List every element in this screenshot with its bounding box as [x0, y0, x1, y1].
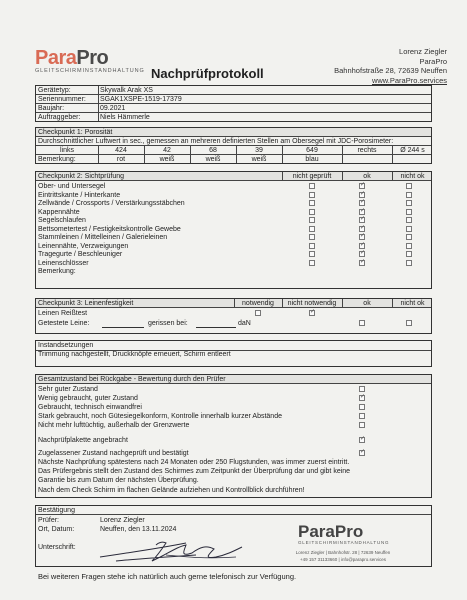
note-line: Nächste Nachprüfung spätestens nach 24 Monaten oder 250 Flugstunden, was immer zuerst eintritt.	[38, 459, 350, 466]
approved-label: Zugelassener Zustand nachgeprüft und bestätigt	[38, 450, 189, 457]
checkbox-not-checked[interactable]	[309, 183, 315, 189]
stamp-logo: ParaPro	[298, 522, 364, 541]
checkpoint1-box	[35, 127, 432, 164]
condition-checkbox[interactable]	[359, 395, 365, 401]
checkbox-not-checked[interactable]	[309, 260, 315, 266]
dan-unit: daN	[238, 320, 251, 327]
info-row: Gerätetyp: Skywalk Arak XS	[36, 86, 431, 95]
checkbox-ok[interactable]	[359, 200, 365, 206]
porosity-desc: Durchschnittlicher Luftwert in sec., gemessen an mehreren definierten Stellen am Obersegel mit JDC-Porosimeter:	[38, 138, 394, 145]
checkpoint3-box: Checkpunkt 3: Leinenfestigkeit notwendig nicht notwendig ok nicht ok Leinen Reißtest ✓ Getestete Leine: gerissen bei: daN	[35, 298, 432, 334]
list-item: Stammleinen / Mittelleinen / Galerieleinen	[38, 234, 168, 241]
condition-checkbox[interactable]	[359, 386, 365, 392]
checkbox-not-ok[interactable]	[406, 226, 412, 232]
info-row: Auftraggeber: Niels Hämmerle	[38, 114, 150, 121]
condition-checkbox[interactable]	[359, 413, 365, 419]
signature-label: Unterschrift:	[38, 544, 76, 551]
porosity-values-row: links 424 42 68 39 649 rechts Ø 244 s	[36, 146, 431, 155]
device-type: Skywalk Arak XS	[100, 87, 153, 94]
condition-item: Stark gebraucht, noch Gütesiegelkonform, Kontrolle innerhalb kurzer Abstände	[38, 413, 282, 420]
checkpoint1-title: Checkpunkt 1: Porosität	[38, 129, 113, 136]
plakette-label: Nachprüfplakette angebracht	[38, 437, 128, 444]
line-tear-test-label: Leinen Reißtest	[38, 310, 88, 317]
condition-item: Wenig gebraucht, guter Zustand	[38, 395, 138, 402]
porosity-colors-row: Bemerkung: rot weiß weiß weiß blau	[38, 156, 319, 163]
stamp-address: Lorenz Ziegler | Bahnhofstr. 28 | 72639 Neuffen +49 157 31133660 | info@parapro.services	[295, 550, 391, 562]
client-name: Niels Hämmerle	[100, 114, 150, 121]
checkbox-not-ok[interactable]	[406, 234, 412, 240]
checkpoint2-box: Checkpunkt 2: Sichtprüfung nicht geprüft ok nicht ok Ober- und Untersegel Eintrittskante / Hinterkante Zellwände / Crossports / Verstärkungsstäbchen Kappennähte Segelschlaufen Bettsometertest / Festigkeitskontrolle Gewebe Stammleinen / Mittelleinen / Galerieleinen Leinennähte, Verzweigungen Tragegurte / Beschleuniger Leinenschlösser Bemerkung: ✓ ✓ ✓ ✓ ✓ ✓ ✓ ✓ ✓ ✓	[35, 171, 432, 289]
condition-checkbox[interactable]	[359, 404, 365, 410]
confirmation-title: Bestätigung	[38, 507, 75, 514]
page-title: Nachprüfprotokoll	[151, 66, 264, 81]
checkbox-ok[interactable]	[359, 251, 365, 257]
list-item: Ober- und Untersegel	[38, 183, 106, 190]
list-item: Eintrittskante / Hinterkante	[38, 191, 121, 199]
place-date: Neuffen, den 13.11.2024	[100, 526, 177, 533]
list-item: Leinenschlösser	[38, 259, 89, 267]
checkbox-nicht-notwendig[interactable]	[309, 310, 315, 316]
return-condition-title: Gesamtzustand bei Rückgabe - Bewertung durch den Prüfer	[38, 376, 226, 383]
list-item: Kappennähte	[38, 208, 80, 216]
repairs-box	[35, 340, 432, 367]
list-item: Bettsometertest / Festigkeitskontrolle Gewebe	[38, 225, 181, 233]
checkbox-not-ok[interactable]	[406, 192, 412, 198]
device-info-box	[35, 85, 432, 122]
checkbox-not-checked[interactable]	[309, 200, 315, 206]
checkbox-not-checked[interactable]	[309, 234, 315, 240]
list-item: Leinennähte, Verzweigungen	[38, 242, 129, 250]
condition-item: Nicht mehr lufttüchtig, außerhalb der Grenzwerte	[38, 422, 190, 429]
remark-label: Bemerkung:	[38, 268, 76, 275]
logo-subtitle: GLEITSCHIRMINSTANDHALTUNG	[35, 68, 145, 74]
checkbox-ok[interactable]	[359, 320, 365, 326]
note-line: Garantie bis zum Datum der nächsten Überprüfung.	[38, 477, 199, 484]
checkbox-not-ok[interactable]	[406, 243, 412, 249]
signature	[96, 535, 246, 565]
stamp-subtitle: GLEITSCHIRMINSTANDHALTUNG	[298, 540, 390, 545]
checkbox-not-checked[interactable]	[309, 192, 315, 198]
addr-name: Lorenz Ziegler	[399, 47, 447, 56]
checkbox-not-ok[interactable]	[406, 209, 412, 215]
list-item: Zellwände / Crossports / Verstärkungsstäbchen	[38, 200, 185, 207]
list-item: Segelschlaufen	[38, 217, 86, 224]
condition-item: Sehr guter Zustand	[38, 386, 98, 393]
checkbox-not-checked[interactable]	[309, 243, 315, 249]
parapro-logo: ParaPro	[35, 47, 109, 69]
condition-checkbox[interactable]	[359, 422, 365, 428]
checkpoint3-title: Checkpunkt 3: Leinenfestigkeit	[38, 300, 134, 307]
checkbox-not-ok[interactable]	[406, 217, 412, 223]
tested-line-label: Getestete Leine:	[38, 320, 90, 327]
place-date-label: Ort, Datum:	[38, 526, 75, 533]
build-year: 09.2021	[100, 105, 126, 112]
addr-street: Bahnhofstraße 28, 72639 Neuffen	[334, 66, 447, 75]
checkbox-ok[interactable]	[359, 217, 365, 223]
checkbox-not-checked[interactable]	[309, 226, 315, 232]
checkbox-ok[interactable]	[359, 183, 365, 189]
info-row: Baujahr: 09.2021	[36, 104, 431, 113]
footer-note: Bei weiteren Fragen stehe ich natürlich auch gerne telefonisch zur Verfügung.	[38, 572, 297, 581]
checkbox-not-checked[interactable]	[309, 251, 315, 257]
checkbox-not-checked[interactable]	[309, 217, 315, 223]
checkbox-ok[interactable]	[359, 226, 365, 232]
checkbox-nicht-ok[interactable]	[406, 320, 412, 326]
address-block	[334, 47, 447, 85]
info-row: Seriennummer: SGAK1XSPE-1519-17379	[36, 95, 431, 104]
checkbox-not-ok[interactable]	[406, 260, 412, 266]
repairs-text: Trimmung nachgestellt, Druckknöpfe erneuert, Schirm entleert	[38, 351, 231, 358]
checkbox-not-ok[interactable]	[406, 183, 412, 189]
addr-company: ParaPro	[419, 56, 447, 66]
repairs-title: Instandsetzungen	[38, 342, 94, 349]
return-condition-box	[35, 374, 432, 498]
condition-item: Gebraucht, technisch einwandfrei	[38, 404, 142, 411]
checkbox-ok[interactable]	[359, 243, 365, 249]
checkbox-notwendig[interactable]	[255, 310, 261, 316]
checkbox-ok[interactable]	[359, 209, 365, 215]
checkbox-not-ok[interactable]	[406, 251, 412, 257]
checkbox-ok[interactable]	[359, 234, 365, 240]
examiner-name: Lorenz Ziegler	[100, 517, 145, 524]
checkbox-ok[interactable]	[359, 192, 365, 198]
checkpoint2-title: Checkpunkt 2: Sichtprüfung	[38, 173, 124, 180]
addr-website[interactable]: www.ParaPro.services	[371, 75, 447, 85]
torn-at-label: gerissen bei:	[148, 320, 188, 327]
checkbox-not-checked[interactable]	[309, 209, 315, 215]
examiner-label: Prüfer:	[38, 517, 60, 524]
note-line: Das Prüfergebnis stellt den Zustand des Schirmes zum Zeitpunkt der Überprüfung dar und gibt keine	[38, 468, 351, 475]
checkbox-not-ok[interactable]	[406, 200, 412, 206]
serial-number: SGAK1XSPE-1519-17379	[100, 96, 182, 103]
list-item: Tragegurte / Beschleuniger	[38, 251, 123, 258]
note-line: Nach dem Check Schirm im flachen Gelände aufziehen und Kontrollblick durchführen!	[38, 487, 305, 494]
checkbox-ok[interactable]	[359, 260, 365, 266]
approved-checkbox[interactable]	[359, 450, 365, 456]
plakette-checkbox[interactable]	[359, 437, 365, 443]
